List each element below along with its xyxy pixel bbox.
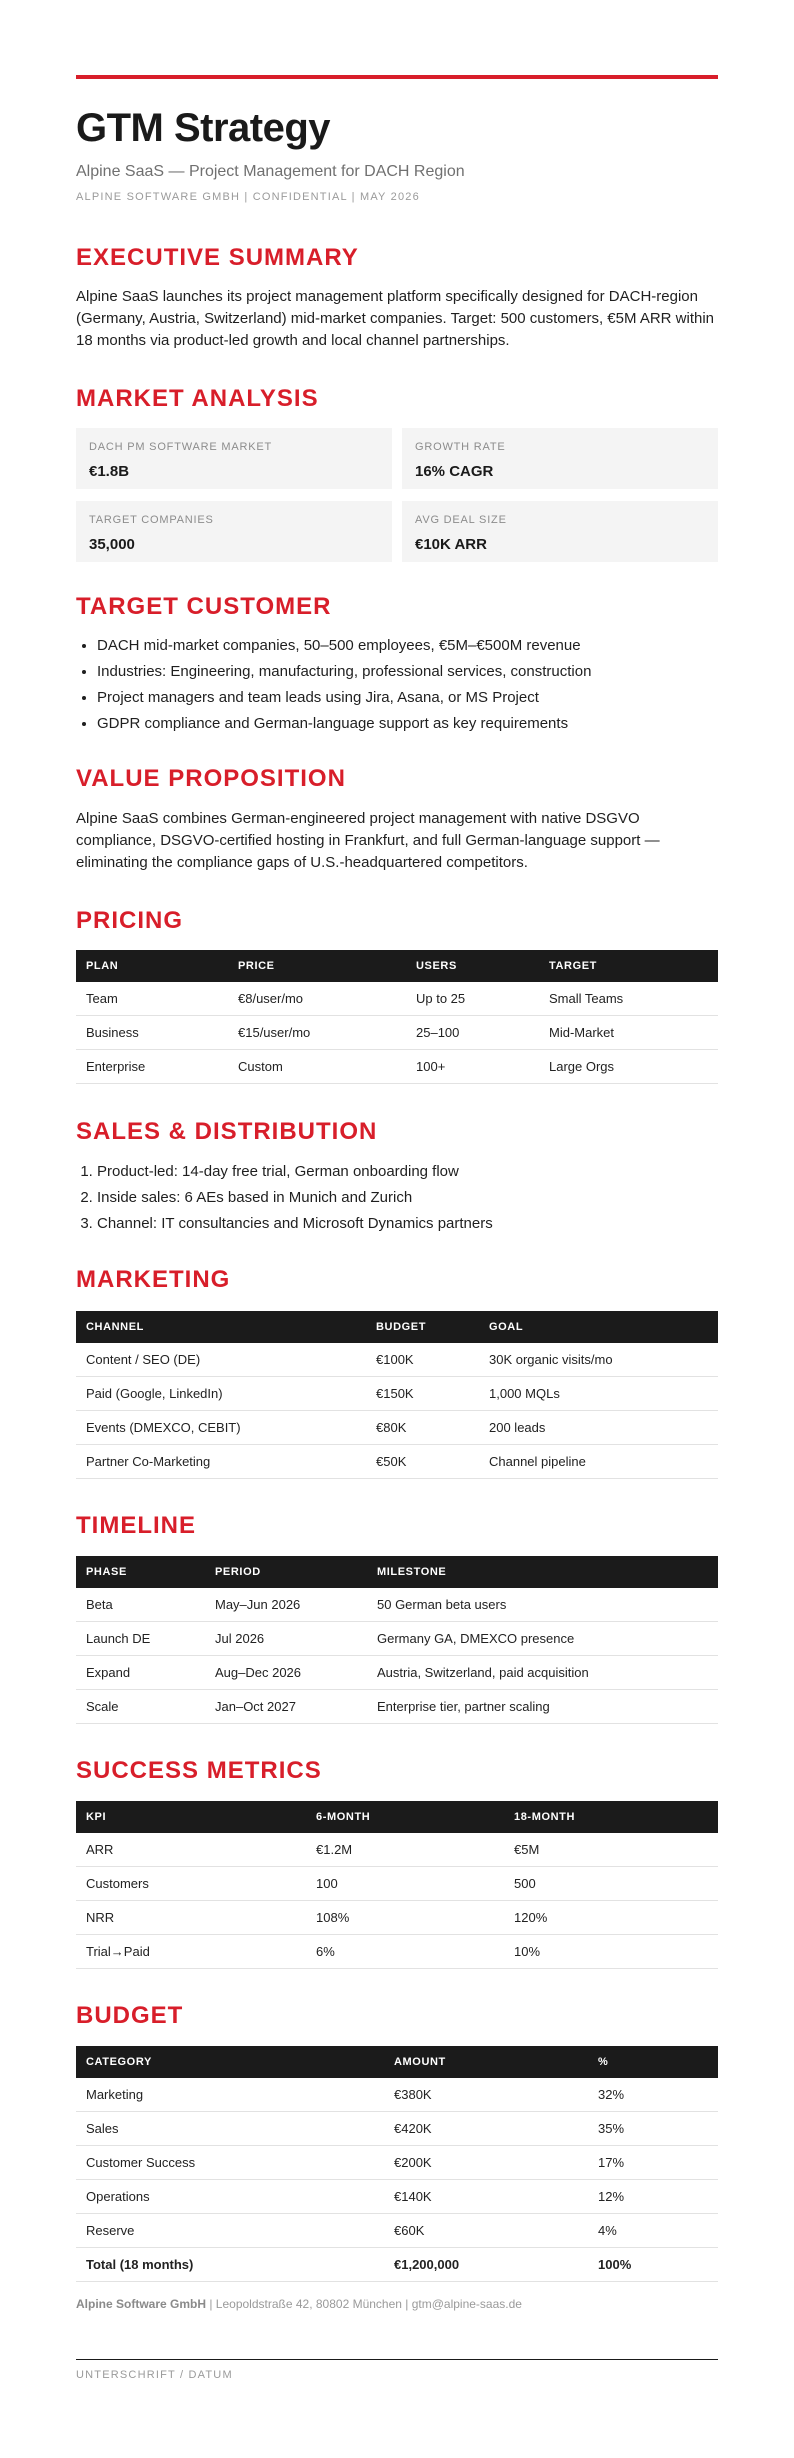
table-row bbox=[76, 2180, 718, 2214]
market-card bbox=[402, 428, 718, 489]
table-row bbox=[76, 1343, 718, 1377]
table-cell: Enterprise bbox=[76, 1050, 228, 1084]
table-cell: 100 bbox=[306, 1867, 504, 1901]
table-header-row bbox=[76, 1556, 718, 1588]
table-cell: Team bbox=[76, 982, 228, 1016]
sales-heading: SALES & DISTRIBUTION bbox=[76, 1118, 378, 1145]
table-cell: 50 German beta users bbox=[367, 1588, 718, 1622]
table-total-row bbox=[76, 2248, 718, 2282]
pricing-heading: PRICING bbox=[76, 907, 184, 934]
table-row bbox=[76, 1833, 718, 1867]
executive-summary-heading: EXECUTIVE SUMMARY bbox=[76, 244, 359, 271]
table-cell: 4% bbox=[588, 2214, 718, 2248]
table-row bbox=[76, 2146, 718, 2180]
table-cell: €60K bbox=[384, 2214, 588, 2248]
table-row bbox=[76, 1445, 718, 1479]
column-header: TARGET bbox=[539, 950, 718, 982]
table-row bbox=[76, 1377, 718, 1411]
table-cell: Total (18 months) bbox=[76, 2248, 384, 2282]
table-cell: Partner Co-Marketing bbox=[76, 1445, 366, 1479]
table-cell: Sales bbox=[76, 2112, 384, 2146]
table-cell: Trial→Paid bbox=[76, 1935, 306, 1969]
table-cell: Marketing bbox=[76, 2078, 384, 2112]
market-card bbox=[76, 501, 392, 562]
column-header: % bbox=[588, 2046, 718, 2078]
table-cell: Business bbox=[76, 1016, 228, 1050]
signature-label: UNTERSCHRIFT / DATUM bbox=[76, 2369, 233, 2381]
table-cell: €140K bbox=[384, 2180, 588, 2214]
column-header: 18-MONTH bbox=[504, 1801, 718, 1833]
list-item: • DACH mid-market companies, 50–500 employees, €5M–€500M revenue bbox=[97, 633, 737, 659]
accent-rule bbox=[76, 75, 718, 79]
column-header: CHANNEL bbox=[76, 1311, 366, 1343]
table-row bbox=[76, 1411, 718, 1445]
table-cell: Expand bbox=[76, 1656, 205, 1690]
table-cell: Germany GA, DMEXCO presence bbox=[367, 1622, 718, 1656]
table-cell: 120% bbox=[504, 1901, 718, 1935]
table-cell: 32% bbox=[588, 2078, 718, 2112]
table-row bbox=[76, 1901, 718, 1935]
list-item: 2. Inside sales: 6 AEs based in Munich and Zurich bbox=[97, 1185, 737, 1211]
market-card-label: TARGET COMPANIES bbox=[89, 514, 214, 526]
market-card-label: AVG DEAL SIZE bbox=[415, 514, 507, 526]
table-cell: NRR bbox=[76, 1901, 306, 1935]
table-cell: €150K bbox=[366, 1377, 479, 1411]
table-cell: Beta bbox=[76, 1588, 205, 1622]
column-header: BUDGET bbox=[366, 1311, 479, 1343]
market-card bbox=[402, 501, 718, 562]
sales-list bbox=[76, 1159, 737, 1237]
table-cell: 17% bbox=[588, 2146, 718, 2180]
column-header: PERIOD bbox=[205, 1556, 367, 1588]
column-header: USERS bbox=[406, 950, 539, 982]
table-cell: Customers bbox=[76, 1867, 306, 1901]
pricing-table bbox=[76, 950, 718, 1084]
executive-summary-text: Alpine SaaS launches its project management platform specifically designed for DACH-region (Germany, Austria, Switzerland) mid-market companies. Target: 500 customers, €5M ARR within 18 months via product-led growth and local channel partnerships. bbox=[76, 288, 715, 349]
table-cell: Launch DE bbox=[76, 1622, 205, 1656]
table-cell: €380K bbox=[384, 2078, 588, 2112]
success-metrics-table bbox=[76, 1801, 718, 1969]
table-cell: Aug–Dec 2026 bbox=[205, 1656, 367, 1690]
value-proposition-heading: VALUE PROPOSITION bbox=[76, 765, 346, 792]
table-cell: Reserve bbox=[76, 2214, 384, 2248]
table-header-row bbox=[76, 1801, 718, 1833]
table-cell: €100K bbox=[366, 1343, 479, 1377]
table-cell: Events (DMEXCO, CEBIT) bbox=[76, 1411, 366, 1445]
table-cell: 12% bbox=[588, 2180, 718, 2214]
list-item: • Project managers and team leads using Jira, Asana, or MS Project bbox=[97, 685, 737, 711]
table-row bbox=[76, 2112, 718, 2146]
column-header: PHASE bbox=[76, 1556, 205, 1588]
table-cell: 500 bbox=[504, 1867, 718, 1901]
table-cell: €50K bbox=[366, 1445, 479, 1479]
footer-company: Alpine Software GmbH bbox=[76, 2297, 207, 2311]
footer bbox=[76, 2296, 522, 2312]
column-header: KPI bbox=[76, 1801, 306, 1833]
table-cell: Content / SEO (DE) bbox=[76, 1343, 366, 1377]
target-customer-heading: TARGET CUSTOMER bbox=[76, 593, 332, 620]
page-subtitle: Alpine SaaS — Project Management for DACH Region bbox=[76, 163, 465, 180]
table-cell: Mid-Market bbox=[539, 1016, 718, 1050]
market-card bbox=[76, 428, 392, 489]
table-cell: Operations bbox=[76, 2180, 384, 2214]
table-row bbox=[76, 1622, 718, 1656]
column-header: GOAL bbox=[479, 1311, 718, 1343]
column-header: 6-MONTH bbox=[306, 1801, 504, 1833]
list-item: 1. Product-led: 14-day free trial, German onboarding flow bbox=[97, 1159, 737, 1185]
table-cell: Customer Success bbox=[76, 2146, 384, 2180]
table-cell: €200K bbox=[384, 2146, 588, 2180]
table-cell: 25–100 bbox=[406, 1016, 539, 1050]
list-item: • Industries: Engineering, manufacturing, professional services, construction bbox=[97, 659, 737, 685]
document-meta: ALPINE SOFTWARE GMBH | CONFIDENTIAL | MAY 2026 bbox=[76, 191, 420, 203]
list-item: • GDPR compliance and German-language support as key requirements bbox=[97, 711, 737, 737]
column-header: MILESTONE bbox=[367, 1556, 718, 1588]
table-header-row bbox=[76, 1311, 718, 1343]
table-cell: 100+ bbox=[406, 1050, 539, 1084]
target-customer-list bbox=[76, 633, 737, 737]
timeline-heading: TIMELINE bbox=[76, 1512, 196, 1539]
page-title: GTM Strategy bbox=[76, 106, 331, 150]
table-cell: 108% bbox=[306, 1901, 504, 1935]
table-row bbox=[76, 982, 718, 1016]
table-cell: ARR bbox=[76, 1833, 306, 1867]
table-row bbox=[76, 1050, 718, 1084]
column-header: PLAN bbox=[76, 950, 228, 982]
footer-details: | Leopoldstraße 42, 80802 München | gtm@alpine-saas.de bbox=[206, 2297, 522, 2311]
table-cell: Jan–Oct 2027 bbox=[205, 1690, 367, 1724]
column-header: PRICE bbox=[228, 950, 406, 982]
table-cell: Scale bbox=[76, 1690, 205, 1724]
market-card-value: 16% CAGR bbox=[415, 463, 494, 480]
table-cell: 6% bbox=[306, 1935, 504, 1969]
timeline-table bbox=[76, 1556, 718, 1724]
table-cell: Jul 2026 bbox=[205, 1622, 367, 1656]
table-cell: Up to 25 bbox=[406, 982, 539, 1016]
table-cell: 10% bbox=[504, 1935, 718, 1969]
market-card-label: DACH PM SOFTWARE MARKET bbox=[89, 441, 272, 453]
table-cell: 100% bbox=[588, 2248, 718, 2282]
table-cell: €420K bbox=[384, 2112, 588, 2146]
budget-table bbox=[76, 2046, 718, 2282]
table-row bbox=[76, 1656, 718, 1690]
table-cell: Paid (Google, LinkedIn) bbox=[76, 1377, 366, 1411]
market-card-value: €1.8B bbox=[89, 463, 130, 480]
table-cell: Enterprise tier, partner scaling bbox=[367, 1690, 718, 1724]
table-cell: Custom bbox=[228, 1050, 406, 1084]
table-row bbox=[76, 1690, 718, 1724]
budget-heading: BUDGET bbox=[76, 2002, 184, 2029]
table-cell: €1.2M bbox=[306, 1833, 504, 1867]
table-cell: €15/user/mo bbox=[228, 1016, 406, 1050]
table-cell: Large Orgs bbox=[539, 1050, 718, 1084]
table-cell: 1,000 MQLs bbox=[479, 1377, 718, 1411]
marketing-table bbox=[76, 1311, 718, 1479]
value-proposition-text: Alpine SaaS combines German-engineered project management with native DSGVO compliance, DSGVO-certified hosting in Frankfurt, and full German-language support — eliminating the compliance gaps of U.S.-headquartered competitors. bbox=[76, 810, 660, 871]
table-cell: May–Jun 2026 bbox=[205, 1588, 367, 1622]
table-cell: 30K organic visits/mo bbox=[479, 1343, 718, 1377]
list-item: 3. Channel: IT consultancies and Microsoft Dynamics partners bbox=[97, 1211, 737, 1237]
table-row bbox=[76, 1016, 718, 1050]
table-row bbox=[76, 1867, 718, 1901]
table-cell: 35% bbox=[588, 2112, 718, 2146]
success-metrics-heading: SUCCESS METRICS bbox=[76, 1757, 322, 1784]
signature-line bbox=[76, 2359, 718, 2360]
column-header: AMOUNT bbox=[384, 2046, 588, 2078]
table-cell: Austria, Switzerland, paid acquisition bbox=[367, 1656, 718, 1690]
table-cell: €1,200,000 bbox=[384, 2248, 588, 2282]
table-cell: €8/user/mo bbox=[228, 982, 406, 1016]
market-analysis-heading: MARKET ANALYSIS bbox=[76, 385, 319, 412]
table-header-row bbox=[76, 2046, 718, 2078]
table-cell: €5M bbox=[504, 1833, 718, 1867]
market-card-label: GROWTH RATE bbox=[415, 441, 506, 453]
table-cell: Channel pipeline bbox=[479, 1445, 718, 1479]
market-card-value: 35,000 bbox=[89, 536, 135, 553]
table-row bbox=[76, 1588, 718, 1622]
table-row bbox=[76, 2078, 718, 2112]
table-row bbox=[76, 2214, 718, 2248]
table-row bbox=[76, 1935, 718, 1969]
marketing-heading: MARKETING bbox=[76, 1266, 231, 1293]
table-cell: 200 leads bbox=[479, 1411, 718, 1445]
table-header-row bbox=[76, 950, 718, 982]
column-header: CATEGORY bbox=[76, 2046, 384, 2078]
table-cell: €80K bbox=[366, 1411, 479, 1445]
market-card-value: €10K ARR bbox=[415, 536, 487, 553]
table-cell: Small Teams bbox=[539, 982, 718, 1016]
